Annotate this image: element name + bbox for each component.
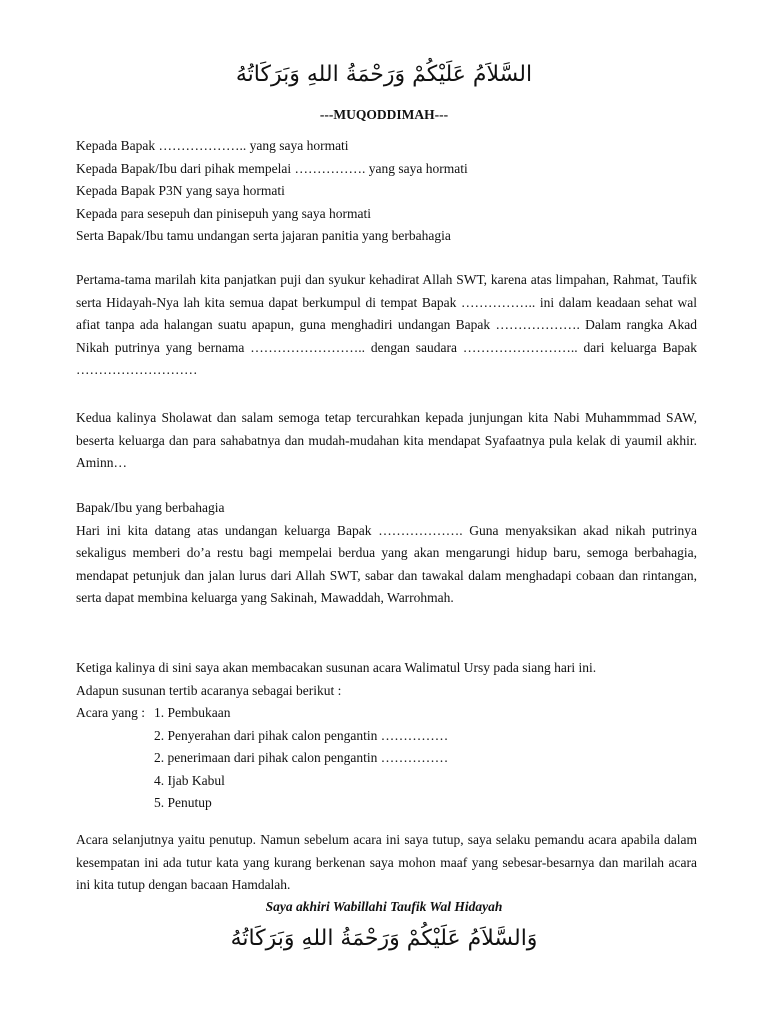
purpose-block <box>76 497 697 610</box>
agenda-item-text: 2. penerimaan dari pihak calon pengantin …………… <box>154 750 449 765</box>
agenda-item-text: 4. Ijab Kabul <box>154 772 225 788</box>
salam-calligraphy-closing: وَالسَّلاَمُ عَلَيْكُمْ وَرَحْمَةُ اللهِ وَبَرَكَاتُهُ <box>230 926 538 951</box>
agenda-item <box>76 792 697 815</box>
agenda-item-text: 1. Pembukaan <box>154 705 231 720</box>
agenda-item <box>76 770 697 793</box>
salam-calligraphy-opening: السَّلاَمُ عَلَيْكُمْ وَرَحْمَةُ اللهِ وَبَرَكَاتُهُ <box>235 62 533 87</box>
closing-paragraph: Acara selanjutnya yaitu penutup. Namun sebelum acara ini saya tutup, saya selaku pemandu acara apabila dalam kesempatan ini ada tutur kata yang kurang berkenan saya mohon maaf yang sebesar-besarnya dan marilah acara ini kita tutup dengan bacaan Hamdalah. <box>76 832 697 892</box>
greeting-line: Kepada Bapak/Ibu dari pihak mempelai ……………. yang saya hormati <box>76 160 468 176</box>
agenda-intro-2: Adapun susunan tertib acaranya sebagai berikut : <box>76 682 342 698</box>
greeting-line: Kepada Bapak P3N yang saya hormati <box>76 183 285 198</box>
agenda-intro-1: Ketiga kalinya di sini saya akan membacakan susunan acara Walimatul Ursy pada siang hari ini. <box>76 660 597 675</box>
greeting-line: Kepada para sesepuh dan pinisepuh yang saya hormati <box>76 205 372 221</box>
agenda-item <box>76 725 697 748</box>
closing-line: Saya akhiri Wabillahi Taufik Wal Hidayah <box>265 899 503 914</box>
greeting-line: Kepada Bapak ……………….. yang saya hormati <box>76 138 349 153</box>
agenda-block <box>76 657 697 815</box>
greetings-list <box>76 135 697 248</box>
document-title: ---MUQODDIMAH--- <box>319 107 449 122</box>
agenda-item <box>76 702 697 725</box>
agenda-item-text: 2. Penyerahan dari pihak calon pengantin …………… <box>154 727 449 743</box>
closing-paragraph-block <box>76 829 697 897</box>
agenda-item <box>76 747 697 770</box>
address-line: Bapak/Ibu yang berbahagia <box>76 500 225 515</box>
opening-paragraph-block <box>76 269 697 382</box>
purpose-paragraph: Hari ini kita datang atas undangan keluarga Bapak ………………. Guna menyaksikan akad nikah putrinya sekaligus memberi do’a restu bagi mempelai berdua yang akan mengarungi hidup baru, semoga berbahagia, mendapat petunjuk dan jalan lurus dari Allah SWT, sabar dan tawakal dalam menghadapi cobaan dan rintangan, serta dapat membina keluarga yang Sakinah, Mawaddah, Warrohmah. <box>76 522 697 605</box>
sholawat-paragraph-block <box>76 407 697 475</box>
opening-paragraph: Pertama-tama marilah kita panjatkan puji dan syukur kehadirat Allah SWT, karena atas limpahan, Rahmat, Taufik serta Hidayah-Nya lah kita semua dapat berkumpul di tempat Bapak …………….. ini dalam keadaan sehat wal afiat tanpa ada halangan suatu apapun, guna menghadiri undangan Bapak ………………. Dalam rangka Akad Nikah putrinya yang bernama …………………….. dengan saudara …………………….. dari keluarga Bapak ……………………… <box>76 272 697 377</box>
sholawat-paragraph: Kedua kalinya Sholawat dan salam semoga tetap tercurahkan kepada junjungan kita Nabi Muhammmad SAW, beserta keluarga dan para sahabatnya dan mudah-mudahan kita mendapat Syafaatnya pula kelak di yaumil akhir. Aminn… <box>76 410 697 470</box>
greeting-line: Serta Bapak/Ibu tamu undangan serta jajaran panitia yang berbahagia <box>76 228 451 243</box>
agenda-label: Acara yang : <box>76 705 145 720</box>
agenda-item-text: 5. Penutup <box>154 795 212 810</box>
